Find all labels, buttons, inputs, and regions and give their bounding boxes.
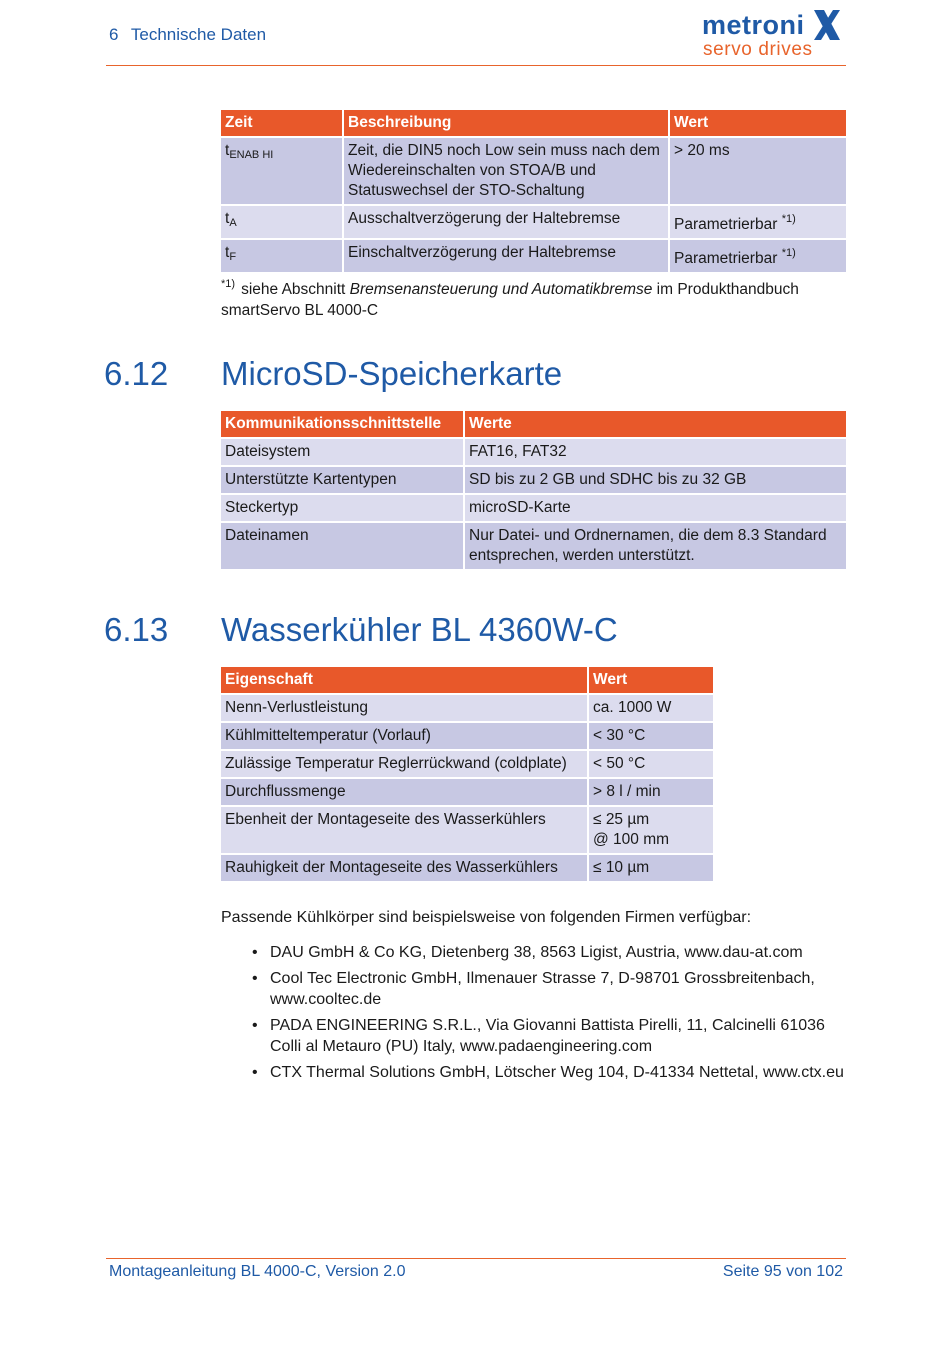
- section-number: 6.13: [104, 611, 169, 648]
- value-cell: [670, 138, 846, 204]
- value-cell: [670, 240, 846, 272]
- section-number: 6.12: [104, 355, 169, 392]
- value-cell: [465, 523, 846, 569]
- property-cell: Zulässige Temperatur Reglerrückwand (coldplate): [221, 751, 587, 777]
- chapter-number: 6: [109, 25, 119, 44]
- timing-table: [219, 108, 848, 274]
- time-symbol: t: [225, 142, 230, 159]
- bullet-icon: •: [252, 1064, 258, 1081]
- value-line: < 30 °C: [593, 727, 646, 744]
- value-cell: [589, 723, 713, 749]
- property-cell: Nenn-Verlustleistung: [221, 695, 587, 721]
- table-row: [221, 779, 713, 805]
- value-line: > 8 l / min: [593, 783, 661, 800]
- footnote-prefix: siehe Abschnitt: [241, 281, 350, 298]
- header-cell: Kommunikationsschnittstelle: [221, 411, 463, 437]
- footer-document-title: Montageanleitung BL 4000-C, Version 2.0: [109, 1263, 406, 1280]
- bullet-icon: •: [252, 970, 258, 987]
- time-symbol: t: [225, 244, 230, 261]
- value-cell: [589, 855, 713, 881]
- table-row: [221, 206, 846, 238]
- value-line: SD bis zu 2 GB und SDHC bis zu 32 GB: [469, 471, 747, 488]
- value-line: < 50 °C: [593, 755, 646, 772]
- value-cell: [465, 439, 846, 465]
- value-cell: [589, 779, 713, 805]
- list-item: [221, 942, 846, 963]
- footnote-ref: *1): [781, 247, 796, 259]
- header-cell: Beschreibung: [344, 110, 668, 136]
- value-line: Nur Datei- und Ordnernamen, die dem 8.3 Standard entsprechen, werden unterstützt.: [469, 527, 827, 564]
- section-heading: [104, 611, 618, 649]
- value-line: ≤ 10 µm: [593, 859, 650, 876]
- header-rule: [106, 65, 846, 66]
- property-cell: Durchflussmenge: [221, 779, 587, 805]
- description-cell: Zeit, die DIN5 noch Low sein muss nach dem Wiedereinschalten von STOA/B und Statuswechsel der STO-Schaltung: [344, 138, 668, 204]
- chapter-header: [109, 25, 266, 45]
- value-cell: [589, 807, 713, 853]
- table-row: [221, 807, 713, 853]
- table-row: [221, 723, 713, 749]
- property-cell: Kühlmitteltemperatur (Vorlauf): [221, 723, 587, 749]
- value-line: ≤ 25 µm: [593, 811, 650, 828]
- list-item-text: PADA ENGINEERING S.R.L., Via Giovanni Battista Pirelli, 11, Calcinelli 61036 Colli al Metauro (PU) Italy, www.padaengineering.com: [270, 1017, 825, 1055]
- bullet-icon: •: [252, 944, 258, 961]
- table-row: [221, 467, 846, 493]
- supplier-list: [221, 942, 846, 1088]
- value-cell: [589, 751, 713, 777]
- header-cell: Zeit: [221, 110, 342, 136]
- value-line: ca. 1000 W: [593, 699, 672, 716]
- table-row: [221, 751, 713, 777]
- section-heading: [104, 355, 562, 393]
- table-row: [221, 695, 713, 721]
- property-cell: Dateinamen: [221, 523, 463, 569]
- table-row: [221, 855, 713, 881]
- sd-table: [219, 409, 848, 571]
- value-line: FAT16, FAT32: [469, 443, 567, 460]
- value-cell: [589, 695, 713, 721]
- bullet-icon: •: [252, 1017, 258, 1034]
- list-item: [221, 1062, 846, 1083]
- property-cell: Unterstützte Kartentypen: [221, 467, 463, 493]
- time-symbol-cell: [221, 138, 342, 204]
- metronix-logo: [700, 6, 850, 58]
- value-cell: [670, 206, 846, 238]
- time-symbol-cell: [221, 206, 342, 238]
- logo-x-icon: [812, 8, 842, 42]
- time-symbol-subscript: F: [229, 251, 237, 263]
- logo-brand: metroni: [702, 10, 805, 40]
- header-cell: Werte: [465, 411, 846, 437]
- supplier-intro: Passende Kühlkörper sind beispielsweise von folgenden Firmen verfügbar:: [221, 909, 752, 926]
- footnote-mark: *1): [221, 278, 236, 290]
- header-cell: Wert: [589, 667, 713, 693]
- time-symbol-subscript: ENAB HI: [229, 149, 274, 161]
- header-cell: Wert: [670, 110, 846, 136]
- logo-tagline: servo drives: [703, 39, 813, 60]
- value-line: @ 100 mm: [593, 831, 670, 848]
- section-title: Wasserkühler BL 4360W-C: [221, 611, 618, 648]
- value-text: Parametrierbar: [674, 216, 778, 233]
- time-symbol-cell: [221, 240, 342, 272]
- value-cell: [465, 495, 846, 521]
- cooler-table: [219, 665, 715, 883]
- footer-page-number: Seite 95 von 102: [722, 1263, 843, 1280]
- footnote: [221, 274, 846, 321]
- chapter-title: Technische Daten: [130, 25, 267, 44]
- value-text: > 20 ms: [674, 142, 730, 159]
- footnote-suffix: im Produkthandbuch smartServo BL 4000-C: [221, 281, 799, 319]
- list-item: [221, 968, 846, 1010]
- property-cell: Ebenheit der Montageseite des Wasserkühlers: [221, 807, 587, 853]
- property-cell: Dateisystem: [221, 439, 463, 465]
- value-cell: [465, 467, 846, 493]
- table-row: [221, 523, 846, 569]
- header-cell: Eigenschaft: [221, 667, 587, 693]
- value-line: microSD-Karte: [469, 499, 571, 516]
- value-text: Parametrierbar: [674, 250, 778, 267]
- property-cell: Rauhigkeit der Montageseite des Wasserkühlers: [221, 855, 587, 881]
- table-row: [221, 240, 846, 272]
- list-item-text: DAU GmbH & Co KG, Dietenberg 38, 8563 Ligist, Austria, www.dau-at.com: [270, 944, 803, 961]
- footnote-italic: Bremsenansteuerung und Automatikbremse: [349, 281, 653, 298]
- list-item: [221, 1015, 846, 1057]
- list-item-text: CTX Thermal Solutions GmbH, Lötscher Weg 104, D-41334 Nettetal, www.ctx.eu: [270, 1064, 844, 1081]
- time-symbol: t: [225, 210, 230, 227]
- table-row: [221, 439, 846, 465]
- footer-rule: [106, 1258, 846, 1259]
- footnote-ref: *1): [781, 213, 796, 225]
- section-title: MicroSD-Speicherkarte: [221, 355, 563, 392]
- table-row: [221, 495, 846, 521]
- list-item-text: Cool Tec Electronic GmbH, Ilmenauer Strasse 7, D-98701 Grossbreitenbach, www.cooltec.de: [270, 970, 815, 1008]
- description-cell: Ausschaltverzögerung der Haltebremse: [344, 206, 668, 238]
- description-cell: Einschaltverzögerung der Haltebremse: [344, 240, 668, 272]
- property-cell: Steckertyp: [221, 495, 463, 521]
- time-symbol-subscript: A: [229, 217, 237, 229]
- table-row: [221, 138, 846, 204]
